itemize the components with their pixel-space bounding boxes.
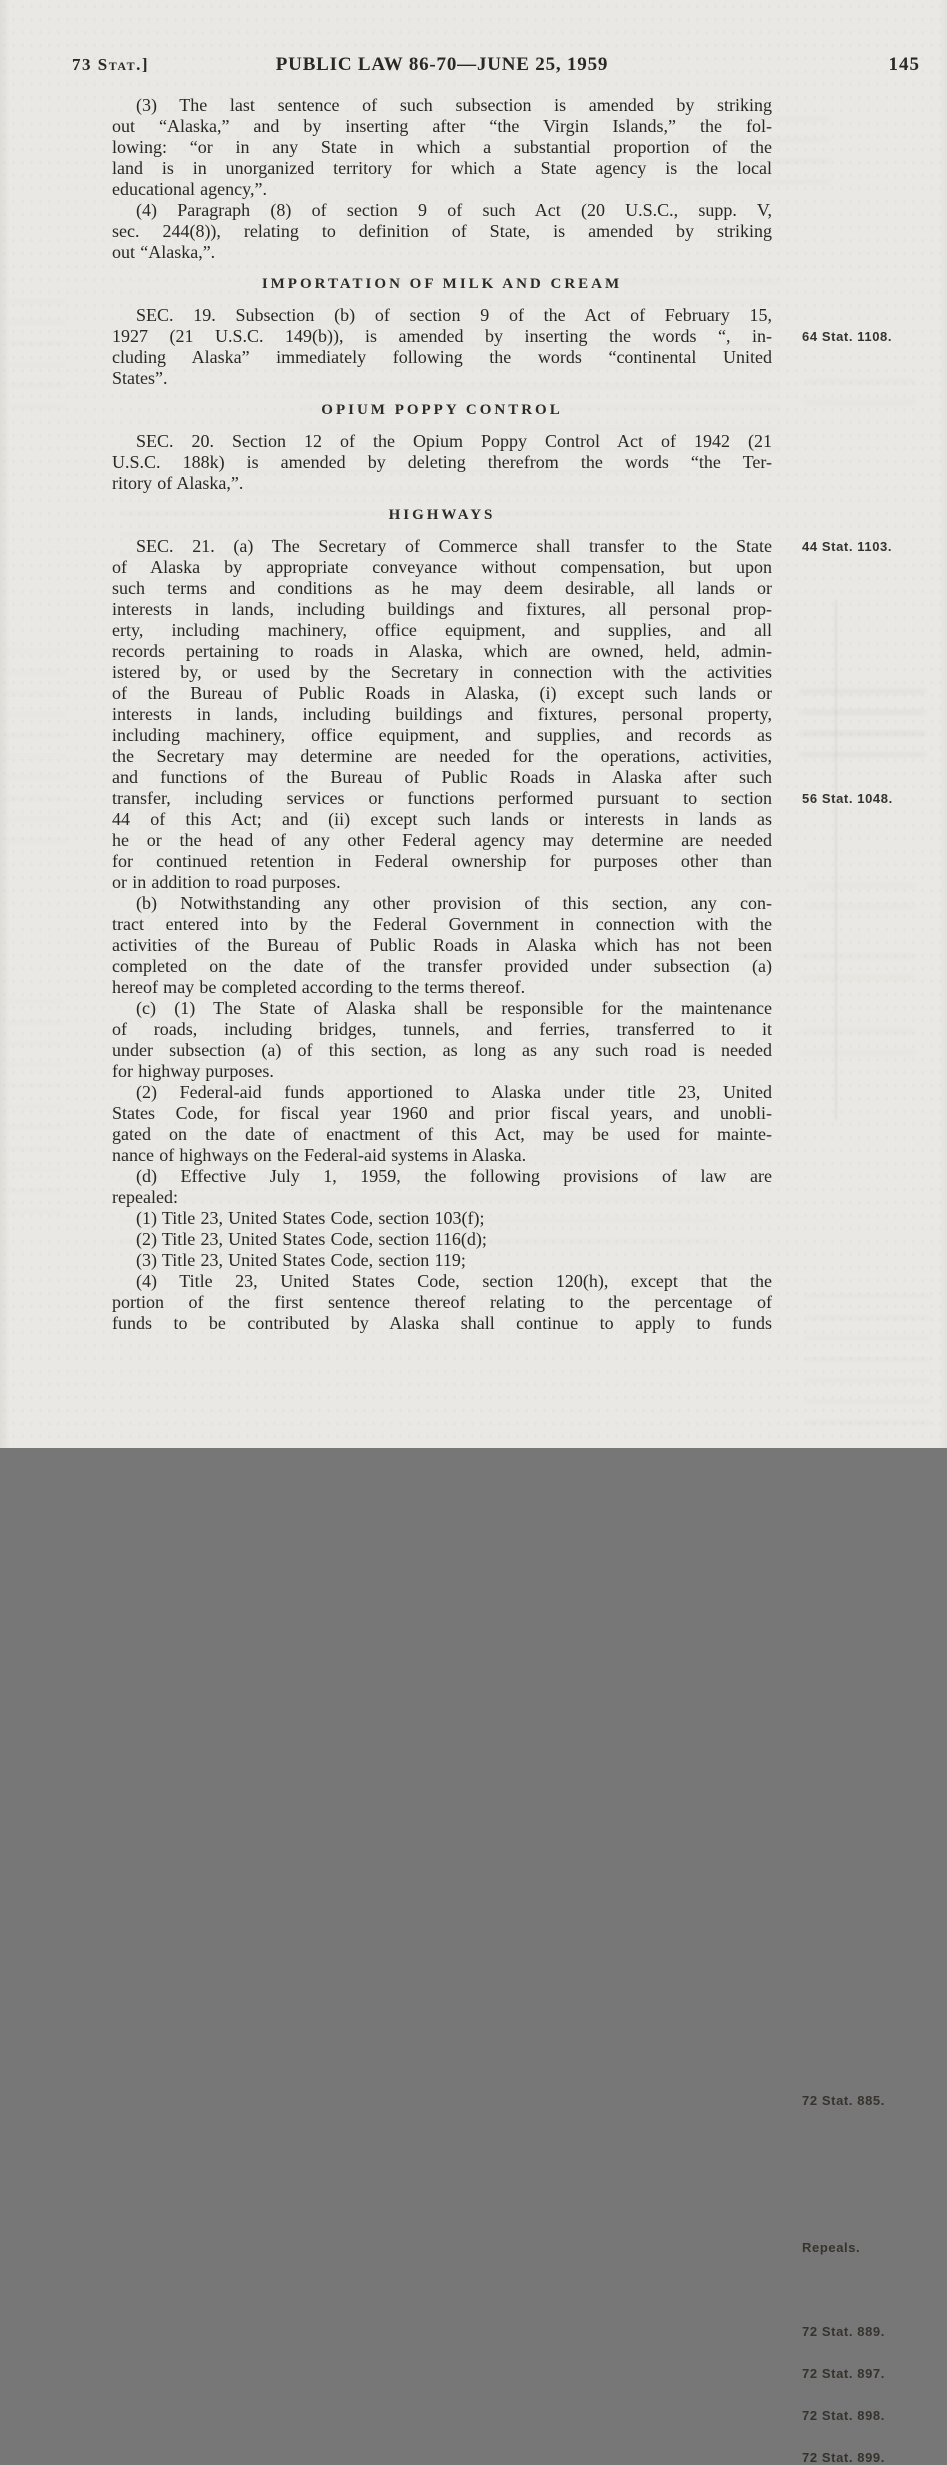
bleed-through-artifact (800, 690, 925, 765)
text-line: the Secretary may determine are needed for the operations, activities, (112, 746, 772, 766)
bleed-through-artifact (806, 884, 916, 914)
text-line: SEC. 21. (a) The Secretary of Commerce shall transfer to the State (136, 536, 772, 556)
text-line: (2) Federal-aid funds apportioned to Alaska under title 23, United (136, 1082, 772, 1102)
text-line: SEC. 19. Subsection (b) of section 9 of the Act of February 15, (136, 305, 772, 325)
text-line: activities of the Bureau of Public Roads in Alaska which has not been (112, 935, 772, 955)
paragraph (112, 95, 772, 200)
paragraph (112, 536, 772, 893)
section-heading: HIGHWAYS (388, 507, 496, 523)
text-line: gated on the date of enactment of this Act, may be used for mainte- (112, 1124, 772, 1144)
text-line: SEC. 20. Section 12 of the Opium Poppy Control Act of 1942 (21 (136, 431, 772, 451)
margin-note: 44 Stat. 1103. (802, 539, 893, 554)
section-heading: OPIUM POPPY CONTROL (321, 402, 563, 418)
margin-note: 72 Stat. 898. (802, 2408, 885, 2423)
text-line: (c) (1) The State of Alaska shall be responsible for the maintenance (136, 998, 772, 1018)
margin-note: Repeals. (802, 2240, 861, 2255)
text-line: lowing: “or in any State in which a substantial proportion of the (112, 137, 772, 157)
text-line: (4) Title 23, United States Code, section 120(h), except that the (136, 1271, 772, 1291)
section-heading: IMPORTATION OF MILK AND CREAM (261, 276, 623, 292)
paragraph (112, 305, 772, 389)
text-line: (2) Title 23, United States Code, section 116(d); (136, 1229, 487, 1249)
text-line: States Code, for fiscal year 1960 and prior fiscal years, and unobli- (112, 1103, 772, 1123)
text-line: (3) Title 23, United States Code, section 119; (136, 1250, 466, 1270)
paragraph (112, 1250, 772, 1271)
paragraph (112, 1271, 772, 1334)
text-line: for continued retention in Federal ownership for purposes other than (112, 851, 772, 871)
margin-note: 72 Stat. 885. (802, 2093, 885, 2108)
margin-note: 72 Stat. 897. (802, 2366, 885, 2381)
paragraph (112, 200, 772, 263)
text-line: out “Alaska,”. (112, 242, 216, 262)
text-line: (4) Paragraph (8) of section 9 of such Act (20 U.S.C., supp. V, (136, 200, 772, 220)
text-line: portion of the first sentence thereof relating to the percentage of (112, 1292, 772, 1312)
text-line: records pertaining to roads in Alaska, which are owned, held, admin- (112, 641, 772, 661)
bleed-through-artifact (805, 1295, 930, 1425)
text-line: out “Alaska,” and by inserting after “the Virgin Islands,” the fol- (112, 116, 772, 136)
paragraph (112, 1166, 772, 1208)
text-line: cluding Alaska” immediately following the words “continental United (112, 347, 772, 367)
text-line: (3) The last sentence of such subsection is amended by striking (136, 95, 772, 115)
text-line: of Alaska by appropriate conveyance without compensation, but upon (112, 557, 772, 577)
bleed-through-artifact (8, 1000, 63, 1220)
text-line: under subsection (a) of this section, as long as any such road is needed (112, 1040, 772, 1060)
text-line: interests in lands, including buildings and fixtures, all personal prop- (112, 599, 772, 619)
paragraph (112, 1208, 772, 1229)
text-line: hereof may be completed according to the terms thereof. (112, 977, 526, 997)
bleed-through-artifact (10, 300, 65, 420)
paragraph (112, 1082, 772, 1166)
text-line: (d) Effective July 1, 1959, the following provisions of law are (136, 1166, 772, 1186)
text-line: educational agency,”. (112, 179, 267, 199)
margin-note: 56 Stat. 1048. (802, 791, 893, 806)
text-line: such terms and conditions as he may deem desirable, all lands or (112, 578, 772, 598)
text-line: 44 of this Act; and (ii) except such lands or interests in lands as (112, 809, 772, 829)
text-line: repealed: (112, 1187, 178, 1207)
bleed-through-artifact (800, 955, 915, 985)
statute-text-column (112, 95, 772, 1334)
text-line: U.S.C. 188k) is amended by deleting therefrom the words “the Ter- (112, 452, 772, 472)
margin-note: 72 Stat. 899. (802, 2450, 885, 2465)
text-line: nance of highways on the Federal-aid systems in Alaska. (112, 1145, 527, 1165)
paragraph (112, 1229, 772, 1250)
paragraph (112, 998, 772, 1082)
text-line: land is in unorganized territory for which a State agency is the local (112, 158, 772, 178)
paragraph (112, 893, 772, 998)
bleed-through-artifact (805, 380, 915, 420)
text-line: completed on the date of the transfer provided under subsection (a) (112, 956, 772, 976)
text-line: istered by, or used by the Secretary in connection with the activities (112, 662, 772, 682)
text-line: sec. 244(8)), relating to definition of State, is amended by striking (112, 221, 772, 241)
text-line: including machinery, office equipment, and supplies, and records as (112, 725, 772, 745)
text-line: (1) Title 23, United States Code, section 103(f); (136, 1208, 485, 1228)
text-line: he or the head of any other Federal agency may determine are needed (112, 830, 772, 850)
page-fold-ghost-line (835, 600, 837, 1120)
paragraph (112, 431, 772, 494)
statute-volume-label: 73 Stat.] (72, 55, 150, 74)
text-line: erty, including machinery, office equipment, and supplies, and all (112, 620, 772, 640)
text-line: ritory of Alaska,”. (112, 473, 244, 493)
text-line: 1927 (21 U.S.C. 149(b)), is amended by inserting the words “, in- (112, 326, 772, 346)
text-line: for highway purposes. (112, 1061, 274, 1081)
text-line: of roads, including bridges, tunnels, and ferries, transferred to it (112, 1019, 772, 1039)
text-line: interests in lands, including buildings and fixtures, personal property, (112, 704, 772, 724)
margin-note: 64 Stat. 1108. (802, 329, 893, 344)
margin-note: 72 Stat. 889. (802, 2324, 885, 2339)
law-title: PUBLIC LAW 86-70—JUNE 25, 1959 (275, 54, 609, 75)
bleed-through-artifact (800, 1030, 915, 1060)
bleed-through-artifact (6, 650, 66, 850)
text-line: tract entered into by the Federal Government in connection with the (112, 914, 772, 934)
page-number: 145 (888, 54, 920, 75)
text-line: or in addition to road purposes. (112, 872, 341, 892)
page-header (0, 54, 947, 78)
text-line: funds to be contributed by Alaska shall continue to apply to funds (112, 1313, 772, 1333)
text-line: of the Bureau of Public Roads in Alaska, (i) except such lands or (112, 683, 772, 703)
text-line: transfer, including services or functions performed pursuant to section (112, 788, 772, 808)
text-line: (b) Notwithstanding any other provision of this section, any con- (136, 893, 772, 913)
text-line: and functions of the Bureau of Public Roads in Alaska after such (112, 767, 772, 787)
text-line: States”. (112, 368, 168, 388)
